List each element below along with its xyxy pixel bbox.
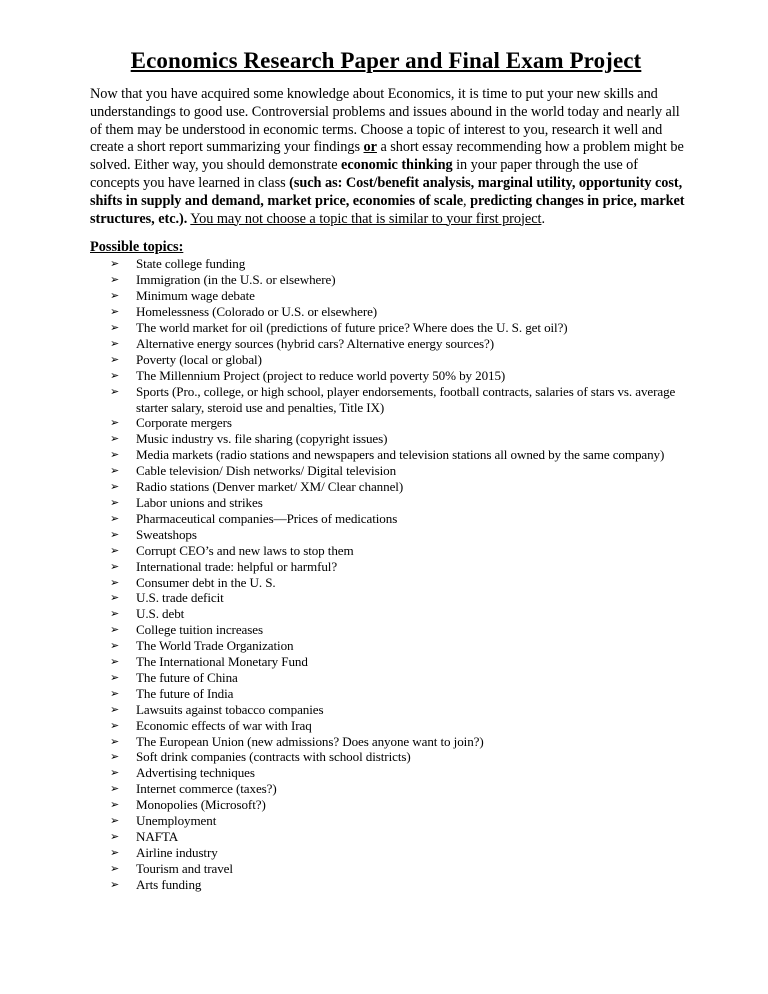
arrow-bullet-icon: ➢	[110, 257, 120, 271]
topic-list-item	[110, 654, 686, 670]
topic-text: Immigration (in the U.S. or elsewhere)	[136, 272, 336, 288]
topic-text: Sweatshops	[136, 526, 197, 542]
topic-text: The future of India	[136, 685, 234, 701]
topic-text: Internet commerce (taxes?)	[136, 781, 277, 797]
arrow-bullet-icon: ➢	[110, 750, 120, 764]
topic-list-item	[110, 638, 686, 654]
intro-period: .	[541, 210, 545, 227]
arrow-bullet-icon: ➢	[110, 480, 120, 494]
topic-text: Minimum wage debate	[136, 288, 255, 304]
topic-list-item	[110, 718, 686, 734]
topic-list-item	[110, 734, 686, 750]
topic-text: U.S. debt	[136, 606, 185, 622]
topic-list-item	[110, 384, 686, 416]
intro-text-2: a short essay recommending how a problem might be solved. Either way, you should demonstrate	[90, 139, 684, 174]
topic-text: Corporate mergers	[136, 415, 232, 431]
topic-list-item	[110, 590, 686, 606]
arrow-bullet-icon: ➢	[110, 432, 120, 446]
arrow-bullet-icon: ➢	[110, 305, 120, 319]
topic-list-item	[110, 256, 686, 272]
arrow-bullet-icon: ➢	[110, 511, 120, 525]
arrow-bullet-icon: ➢	[110, 734, 120, 748]
topic-text: Radio stations (Denver market/ XM/ Clear channel)	[136, 479, 404, 495]
topic-list-item	[110, 781, 686, 797]
arrow-bullet-icon: ➢	[110, 877, 120, 891]
topic-text: Sports (Pro., college, or high school, player endorsements, football contracts, salaries of stars vs. average starter salary, steroid use and penalties, Title IX)	[136, 383, 676, 415]
topic-text: Homelessness (Colorado or U.S. or elsewhere)	[136, 304, 378, 320]
arrow-bullet-icon: ➢	[110, 384, 120, 398]
topic-text: Cable television/ Dish networks/ Digital television	[136, 463, 397, 479]
intro-text-3: in your paper through the use of concepts you have learned in class	[90, 157, 638, 191]
topic-text: Monopolies (Microsoft?)	[136, 797, 266, 813]
topic-text: Arts funding	[136, 876, 202, 892]
topic-list-item	[110, 479, 686, 495]
arrow-bullet-icon: ➢	[110, 464, 120, 478]
topic-text: International trade: helpful or harmful?	[136, 558, 338, 574]
intro-such-as: (such as: Cost/benefit analysis, marginal utility, opportunity cost, shifts in supply and demand, market price, economies of scale	[90, 174, 683, 209]
topic-text: College tuition increases	[136, 622, 263, 638]
document-title: Economics Research Paper and Final Exam Project	[130, 48, 642, 73]
topic-list-item	[110, 765, 686, 781]
arrow-bullet-icon: ➢	[110, 273, 120, 287]
topic-text: The International Monetary Fund	[136, 654, 308, 670]
arrow-bullet-icon: ➢	[110, 830, 120, 843]
topics-heading: Possible topics:	[90, 239, 184, 256]
arrow-bullet-icon: ➢	[110, 639, 120, 653]
topic-list-item	[110, 861, 686, 877]
topic-list-item	[110, 686, 686, 702]
topic-list-item	[110, 288, 686, 304]
topic-text: Pharmaceutical companies—Prices of medications	[136, 510, 398, 526]
topic-text: Advertising techniques	[136, 765, 255, 781]
topic-list-item	[110, 431, 686, 447]
topic-list-item	[110, 670, 686, 686]
arrow-bullet-icon: ➢	[110, 559, 120, 573]
arrow-bullet-icon: ➢	[110, 543, 120, 557]
topic-list-item	[110, 543, 686, 559]
topic-list-item	[110, 320, 686, 336]
topic-text: Unemployment	[136, 813, 217, 829]
arrow-bullet-icon: ➢	[110, 623, 120, 637]
topic-list-item	[110, 415, 686, 431]
arrow-bullet-icon: ➢	[110, 289, 120, 303]
intro-comma: ,	[463, 192, 471, 209]
arrow-bullet-icon: ➢	[110, 814, 120, 828]
topic-text: Tourism and travel	[136, 860, 233, 876]
topic-list-item	[110, 511, 686, 527]
topic-text: Lawsuits against tobacco companies	[136, 701, 324, 717]
topic-list-item	[110, 368, 686, 384]
topic-list-item	[110, 352, 686, 368]
arrow-bullet-icon: ➢	[110, 686, 120, 700]
topics-list	[90, 256, 686, 892]
topic-text: Media markets (radio stations and newspapers and television stations all owned by the same company)	[136, 447, 665, 463]
arrow-bullet-icon: ➢	[110, 448, 120, 462]
arrow-bullet-icon: ➢	[110, 321, 120, 334]
topic-text: Corrupt CEO’s and new laws to stop them	[136, 542, 354, 558]
topic-text: Soft drink companies (contracts with school districts)	[136, 749, 411, 765]
topic-list-item	[110, 845, 686, 861]
arrow-bullet-icon: ➢	[110, 718, 120, 732]
arrow-bullet-icon: ➢	[110, 766, 120, 780]
topic-list-item	[110, 829, 686, 845]
topic-text: Consumer debt in the U. S.	[136, 574, 276, 590]
topic-list-item	[110, 463, 686, 479]
topic-text: Poverty (local or global)	[136, 351, 262, 367]
topic-text: The European Union (new admissions? Does anyone want to join?)	[136, 733, 484, 749]
topic-text: Economic effects of war with Iraq	[136, 717, 312, 733]
arrow-bullet-icon: ➢	[110, 670, 120, 684]
arrow-bullet-icon: ➢	[110, 575, 120, 589]
topic-list-item	[110, 575, 686, 591]
topic-text: Labor unions and strikes	[136, 494, 263, 510]
topic-list-item	[110, 702, 686, 718]
topic-list-item	[110, 606, 686, 622]
topic-list-item	[110, 272, 686, 288]
topic-list-item	[110, 304, 686, 320]
topic-list-item	[110, 877, 686, 893]
intro-text-1: Now that you have acquired some knowledge about Economics, it is time to put your new skills and understandings to good use. Controversial problems and issues abound in the world today and nearly all of them may be understood in economic terms. Choose a topic of interest to you, research it well and create a short report summarizing your findings	[90, 86, 680, 156]
topic-list-item	[110, 559, 686, 575]
topic-text: The World Trade Organization	[136, 638, 294, 654]
arrow-bullet-icon: ➢	[110, 352, 120, 366]
topic-text: The world market for oil (predictions of future price? Where does the U. S. get oil?)	[136, 320, 568, 335]
topic-text: Airline industry	[136, 844, 218, 860]
topic-list-item	[110, 797, 686, 813]
topic-text: U.S. trade deficit	[136, 590, 224, 606]
arrow-bullet-icon: ➢	[110, 782, 120, 796]
topic-text: Alternative energy sources (hybrid cars? Alternative energy sources?)	[136, 335, 495, 351]
topic-list-item	[110, 336, 686, 352]
arrow-bullet-icon: ➢	[110, 702, 120, 716]
topic-list-item	[110, 813, 686, 829]
intro-paragraph	[90, 86, 686, 228]
topic-text: Music industry vs. file sharing (copyright issues)	[136, 431, 388, 447]
arrow-bullet-icon: ➢	[110, 495, 120, 509]
arrow-bullet-icon: ➢	[110, 527, 120, 541]
intro-economic-thinking: economic thinking	[341, 157, 453, 174]
topic-list-item	[110, 622, 686, 638]
intro-may-not: You may not choose a topic that is similar to your first project	[190, 210, 542, 227]
arrow-bullet-icon: ➢	[110, 591, 120, 605]
topic-text: The Millennium Project (project to reduce world poverty 50% by 2015)	[136, 367, 506, 383]
arrow-bullet-icon: ➢	[110, 798, 120, 812]
topic-list-item	[110, 447, 686, 463]
arrow-bullet-icon: ➢	[110, 845, 120, 859]
topic-list-item	[110, 495, 686, 511]
arrow-bullet-icon: ➢	[110, 655, 120, 669]
topic-text: NAFTA	[136, 829, 179, 844]
topic-text: State college funding	[136, 256, 246, 272]
intro-predicting: predicting changes in price, market structures, etc.).	[90, 192, 685, 227]
topic-list-item	[110, 749, 686, 765]
arrow-bullet-icon: ➢	[110, 336, 120, 350]
arrow-bullet-icon: ➢	[110, 861, 120, 875]
arrow-bullet-icon: ➢	[110, 607, 120, 621]
arrow-bullet-icon: ➢	[110, 368, 120, 382]
topic-list-item	[110, 527, 686, 543]
topic-text: The future of China	[136, 669, 238, 685]
intro-or: or	[363, 139, 377, 156]
arrow-bullet-icon: ➢	[110, 416, 120, 430]
